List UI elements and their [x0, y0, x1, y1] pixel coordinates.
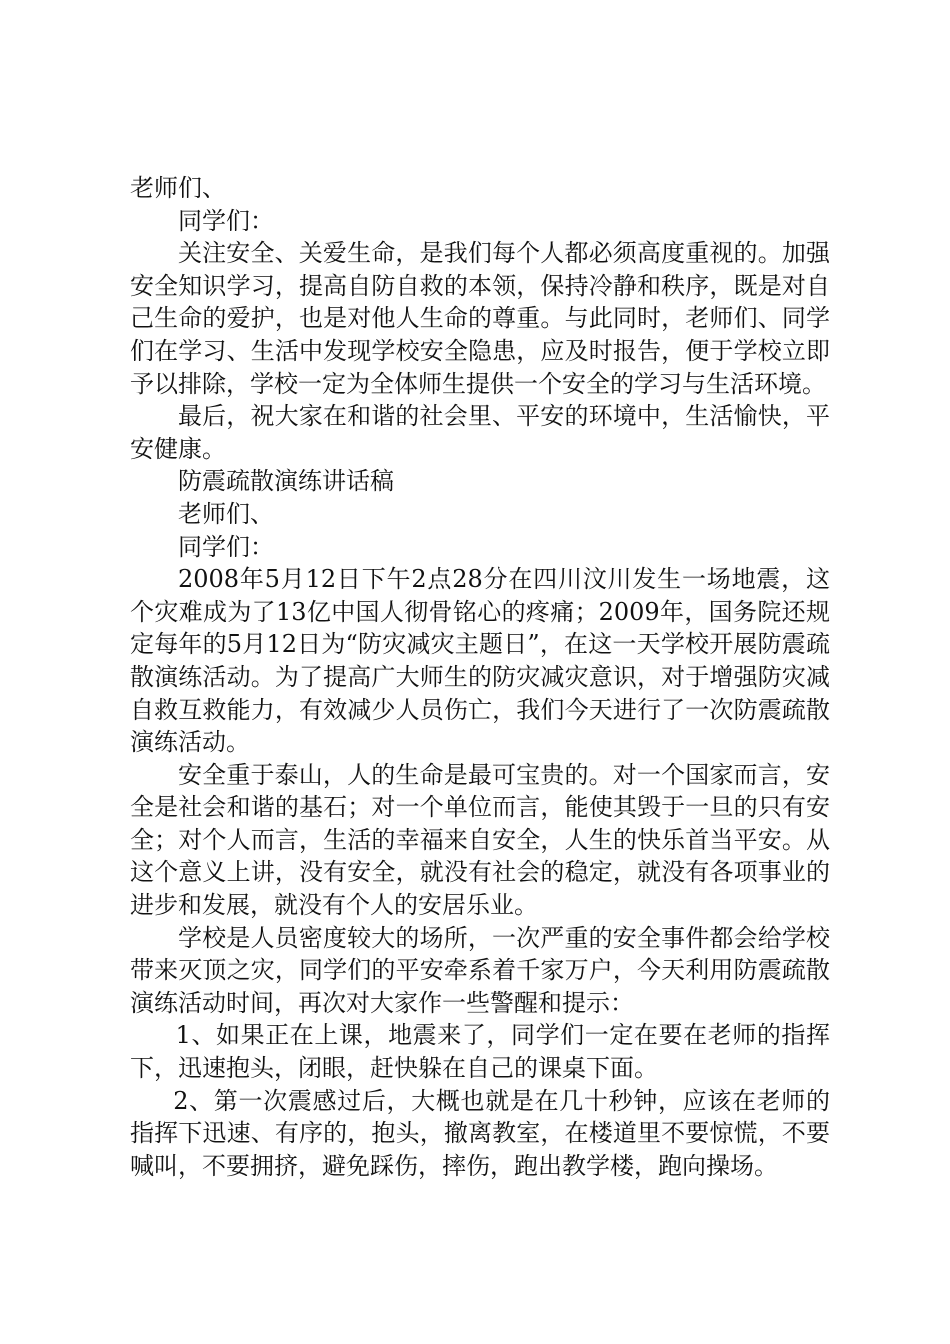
salutation-students-2: 同学们：	[178, 532, 274, 561]
salutation-teachers-2: 老师们、	[178, 499, 274, 528]
paragraph-safety-awareness: 关注安全、关爱生命，是我们每个人都必须高度重视的。加强安全知识学习，提高自防自救的本领，保持冷静和秩序，既是对自己生命的爱护，也是对他人生命的尊重。与此同时，老师们、同学们在学习、生活中发现学校安全隐患，应及时报告，便于学校立即予以排除，学校一定为全体师生提供一个安全的学习与生活环境。	[130, 239, 830, 398]
paragraph-wenchuan-earthquake: 2008年5月12日下午2点28分在四川汶川发生一场地震，这个灾难成为了13亿中国人彻骨铭心的疼痛；2009年，国务院还规定每年的5月12日为“防灾减灾主题日”，在这一天学校开展防震疏散演练活动。为了提高广大师生的防灾减灾意识，对于增强防灾减自救互救能力，有效减少人员伤亡，我们今天进行了一次防震疏散演练活动。	[130, 565, 830, 757]
salutation-students: 同学们：	[178, 206, 274, 235]
paragraph-closing-wishes: 最后，祝大家在和谐的社会里、平安的环境中，生活愉快，平安健康。	[130, 402, 830, 463]
list-item-2: 2、第一次震感过后，大概也就是在几十秒钟，应该在老师的指挥下迅速、有序的，抱头，撤离教室，在楼道里不要惊慌，不要喊叫，不要拥挤，避免踩伤，摔伤，跑出教学楼，跑向操场。	[130, 1086, 830, 1180]
paragraph-school-reminder: 学校是人员密度较大的场所，一次严重的安全事件都会给学校带来灭顶之灾，同学们的平安牵系着千家万户，今天利用防震疏散演练活动时间，再次对大家作一些警醒和提示：	[130, 923, 830, 1017]
salutation-teachers: 老师们、	[130, 174, 226, 202]
paragraph-safety-importance: 安全重于泰山，人的生命是最可宝贵的。对一个国家而言，安全是社会和谐的基石；对一个单位而言，能使其毁于一旦的只有安全；对个人而言，生活的幸福来自安全，人生的快乐首当平安。从这个意义上讲，没有安全，就没有社会的稳定，就没有各项事业的进步和发展，就没有个人的安居乐业。	[130, 760, 830, 920]
list-item-1: 1、如果正在上课，地震来了，同学们一定在要在老师的指挥下，迅速抱头，闭眼，赶快躲在自己的课桌下面。	[130, 1021, 830, 1083]
document-body	[130, 172, 830, 1182]
section-title: 防震疏散演练讲话稿	[178, 467, 394, 496]
